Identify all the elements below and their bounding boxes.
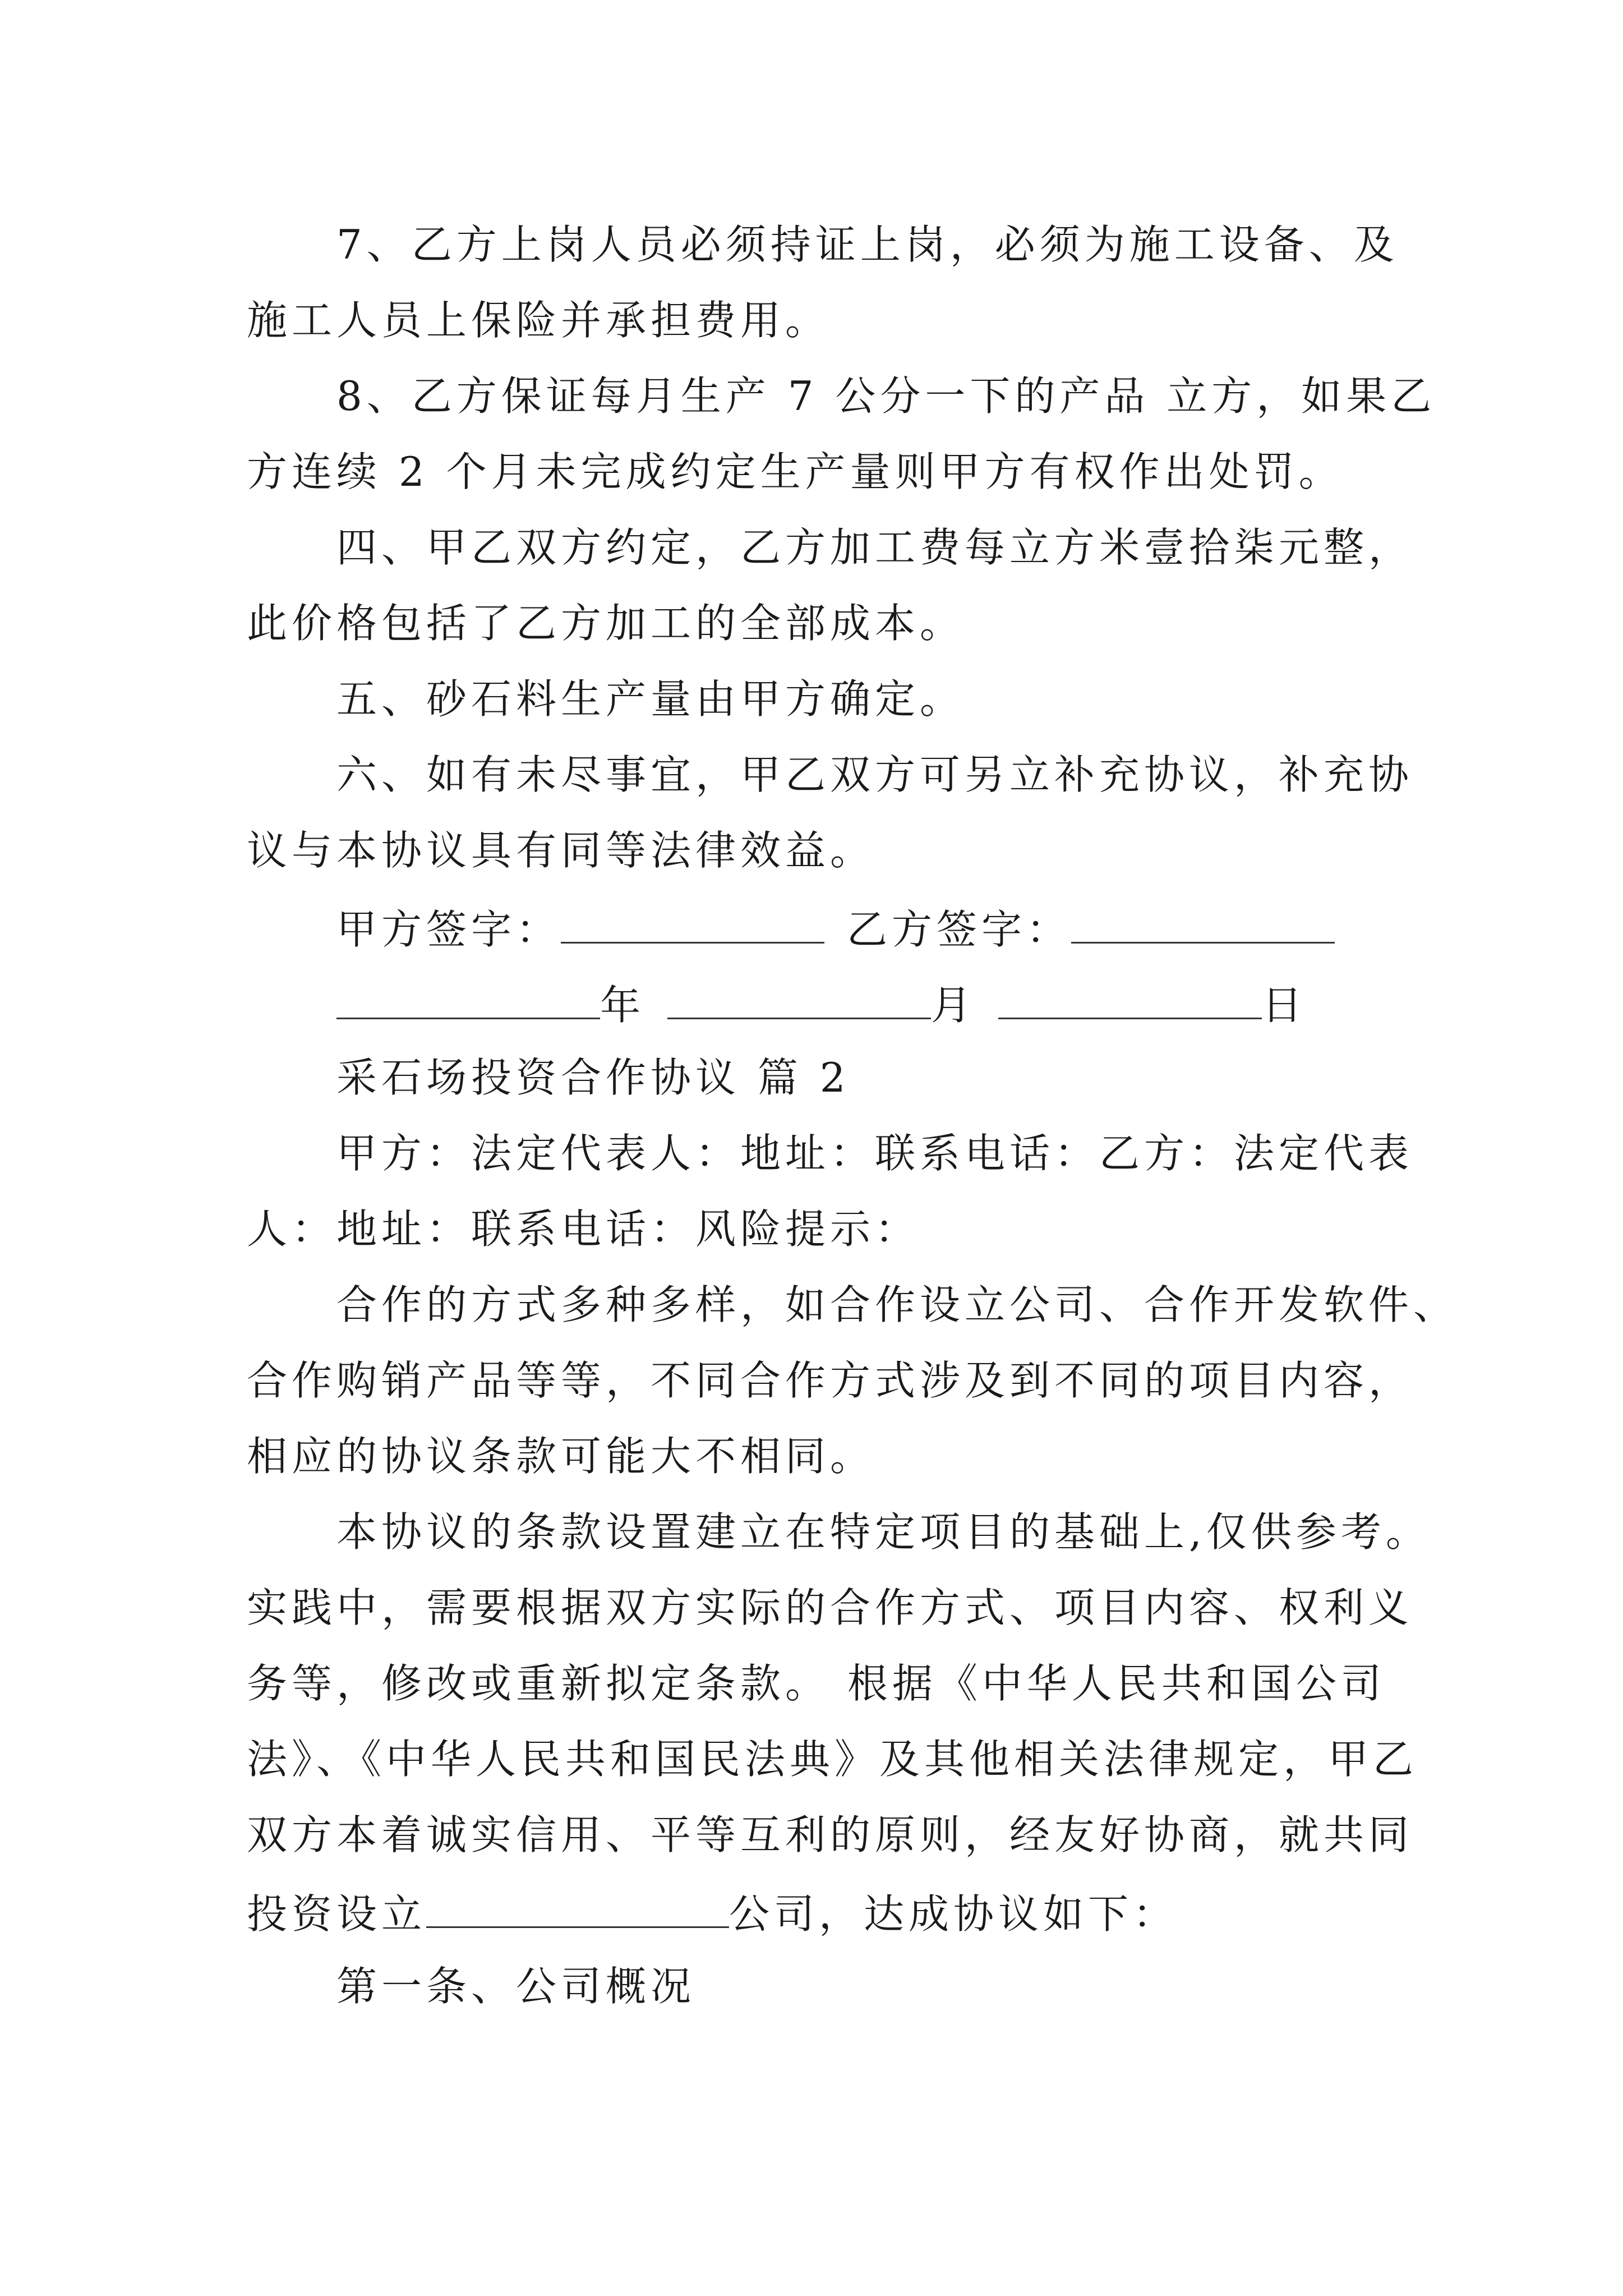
- year-blank[interactable]: [336, 974, 600, 1019]
- risk-line-2: 合作购销产品等等，不同合作方式涉及到不同的项目内容，: [247, 1357, 1414, 1404]
- month-blank[interactable]: [667, 974, 931, 1019]
- party-a-signature-blank[interactable]: [561, 898, 824, 944]
- article-1-title: 第一条、公司概况: [336, 1963, 696, 2010]
- clause-8-line-2: 方连续 2 个月未完成约定生产量则甲方有权作出处罚。: [247, 448, 1344, 495]
- year-label: 年: [600, 982, 645, 1029]
- risk-line-3: 相应的协议条款可能大不相同。: [247, 1433, 875, 1480]
- signature-line: [336, 898, 1335, 958]
- parties-line-2: 人：地址：联系电话：风险提示：: [247, 1205, 920, 1253]
- basis-line-4: 法》、《中华人民共和国民法典》及其他相关法律规定，甲乙: [247, 1736, 1418, 1783]
- clause-7-line-1: 7、乙方上岗人员必须持证上岗，必须为施工设备、及: [336, 221, 1399, 268]
- risk-line-1: 合作的方式多种多样，如合作设立公司、合作开发软件、: [336, 1281, 1459, 1328]
- section-6-line-2: 议与本协议具有同等法律效益。: [247, 827, 875, 874]
- party-b-signature-label: 乙方签字：: [847, 906, 1072, 953]
- section-4-line-2: 此价格包括了乙方加工的全部成本。: [247, 600, 965, 647]
- section-6-line-1: 六、如有未尽事宜，甲乙双方可另立补充协议，补充协: [336, 751, 1414, 798]
- establish-suffix: 公司，达成协议如下：: [729, 1890, 1178, 1938]
- parties-line-1: 甲方：法定代表人：地址：联系电话：乙方：法定代表: [336, 1130, 1414, 1177]
- company-name-blank[interactable]: [426, 1883, 729, 1928]
- basis-line-2: 实践中，需要根据双方实际的合作方式、项目内容、权利义: [247, 1584, 1414, 1631]
- section-2-title: 采石场投资合作协议 篇 2: [336, 1054, 850, 1101]
- basis-line-5: 双方本着诚实信用、平等互利的原则，经友好协商，就共同: [247, 1811, 1414, 1858]
- party-a-signature-label: 甲方签字：: [336, 906, 561, 953]
- clause-7-line-2: 施工人员上保险并承担费用。: [247, 297, 831, 344]
- month-label: 月: [931, 982, 976, 1029]
- basis-line-3: 务等，修改或重新拟定条款。 根据《中华人民共和国公司: [247, 1660, 1386, 1707]
- party-b-signature-blank[interactable]: [1071, 898, 1335, 944]
- establish-line: [247, 1883, 1178, 1942]
- day-label: 日: [1262, 982, 1307, 1029]
- date-line: [336, 974, 1307, 1033]
- section-4-line-1: 四、甲乙双方约定，乙方加工费每立方米壹拾柒元整，: [336, 524, 1414, 571]
- day-blank[interactable]: [998, 974, 1262, 1019]
- basis-line-1: 本协议的条款设置建立在特定项目的基础上,仅供参考。: [336, 1508, 1431, 1556]
- clause-8-line-1: 8、乙方保证每月生产 7 公分一下的产品 立方，如果乙: [336, 372, 1436, 420]
- section-5-line: 五、砂石料生产量由甲方确定。: [336, 675, 965, 723]
- establish-prefix: 投资设立: [247, 1890, 427, 1938]
